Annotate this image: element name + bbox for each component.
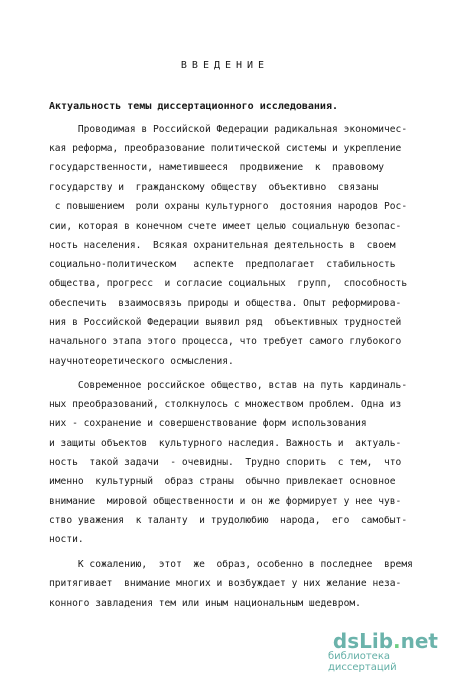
body-line: обеспечить взаимосвязь природы и общества. Опыт реформирова- [49,298,402,309]
body-line: государственности, наметившееся продвижение к правовому [49,162,385,173]
body-line: ния в Российской Федерации выявил ряд объективных трудностей [49,317,402,328]
body-line: с повышением роли охраны культурного достояния народов Рос- [49,201,408,212]
body-line: Проводимая в Российской Федерации радикальная экономичес- [49,124,408,135]
body-line: внимание мировой общественности и он же формирует у нее чув- [49,496,402,507]
page-title: ВВЕДЕНИЕ [180,60,270,71]
body-line: ности. [49,534,84,545]
watermark-logo-main: dsLib [332,629,394,653]
watermark [328,629,438,673]
body-line: именно культурный образ страны обычно привлекает основное [49,476,396,487]
body-line: притягивает внимание многих и возбуждает у них желание неза- [49,578,402,589]
body-line: ных преобразований, столкнулось с множеством проблем. Одна из [49,399,402,410]
watermark-logo-dot: . [393,629,401,653]
body-line: начального этапа этого процесса, что требует самого глубокого [49,336,402,347]
body-line: сии, которая в конечном счете имеет целью социальную безопас- [49,221,402,232]
body-line: и защиты объектов культурного наследия. Важность и актуаль- [49,438,402,449]
body-line: них - сохранение и совершенствование форм использования [49,418,367,429]
body-line: социально-политическом аспекте предполагает стабильность [49,259,396,270]
body-line: ство уважения к таланту и трудолюбию народа, его самобыт- [49,515,408,526]
watermark-logo-tld: net [400,629,438,653]
watermark-logo [333,629,438,653]
body-line: общества, прогресс и согласие социальных групп, способность [49,278,408,289]
body-line: ность такой задачи - очевидны. Трудно спорить с тем, что [49,457,402,468]
body-line: государству и гражданскому обществу объективно связаны [49,182,379,193]
section-heading: Актуальность темы диссертационного исследования. [49,101,338,112]
watermark-subtitle: библиотека диссертаций [328,651,397,673]
body-line: кая реформа, преобразование политической системы и укрепление [49,143,402,154]
body-line: Современное российское общество, встав на путь кардиналь- [49,380,408,391]
body-line: конного завладения тем или иным национальным шедевром. [49,598,361,609]
body-line: К сожалению, этот же образ, особенно в последнее время [49,559,413,570]
body-line: научнотеоретического осмысления. [49,356,234,367]
body-line: ность населения. Всякая охранительная деятельность в своем [49,240,396,251]
